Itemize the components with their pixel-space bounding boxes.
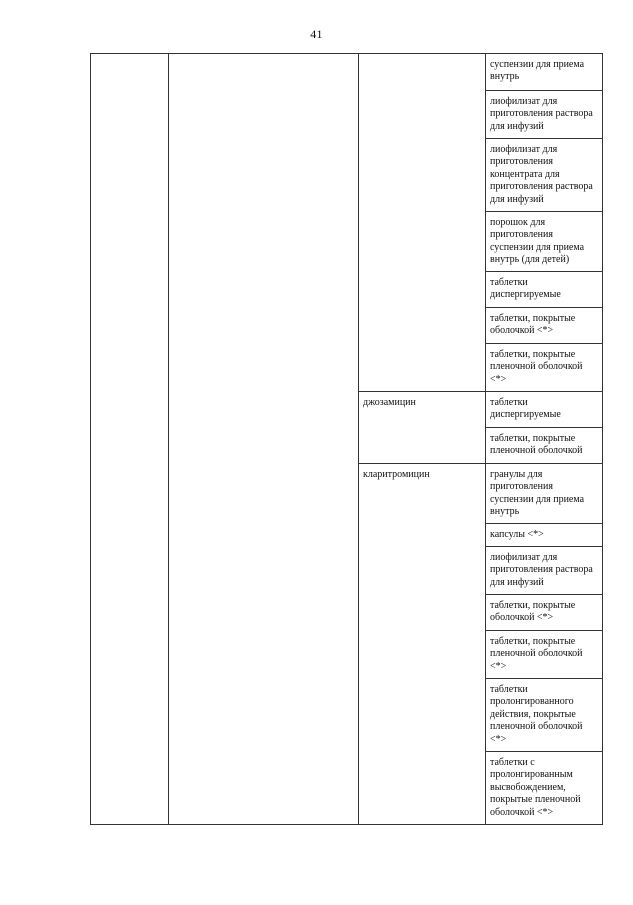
- table-row: [91, 54, 603, 91]
- dosage-form: таблетки диспергируемые: [490, 277, 561, 301]
- dosage-form: капсулы <*>: [490, 529, 544, 540]
- dosage-form-cell: [486, 524, 603, 547]
- dosage-form-cell: [486, 272, 603, 308]
- dosage-form-cell: [486, 631, 603, 679]
- drug-name: джозамицин: [363, 397, 416, 408]
- dosage-form: таблетки, покрытые пленочной оболочкой: [490, 433, 583, 457]
- atc-group-cell: [169, 54, 359, 825]
- atc-code-cell: [91, 54, 169, 825]
- page-number: 41: [310, 27, 323, 41]
- drug-table: [90, 53, 603, 825]
- dosage-form: таблетки, покрытые пленочной оболочкой <*>: [490, 349, 583, 385]
- dosage-form: лиофилизат для приготовления концентрата для приготовления раствора для инфузий: [490, 144, 593, 205]
- dosage-form-cell: [486, 139, 603, 212]
- dosage-form: таблетки, покрытые пленочной оболочкой <*>: [490, 636, 583, 672]
- drug-name: [359, 54, 485, 63]
- dosage-form-cell: [486, 679, 603, 752]
- dosage-form-cell: [486, 392, 603, 428]
- dosage-form-cell: [486, 547, 603, 595]
- drug-name-cell: [359, 464, 486, 825]
- drug-name-cell: [359, 54, 486, 392]
- dosage-form: гранулы для приготовления суспензии для приема внутрь: [490, 469, 585, 518]
- dosage-form: порошок для приготовления суспензии для приема внутрь (для детей): [490, 217, 585, 266]
- dosage-form: лиофилизат для приготовления раствора для инфузий: [490, 552, 593, 588]
- drug-name-cell: [359, 392, 486, 464]
- dosage-form-cell: [486, 344, 603, 392]
- dosage-form-cell: [486, 91, 603, 139]
- drug-name: кларитромицин: [363, 469, 430, 480]
- dosage-form-cell: [486, 464, 603, 524]
- dosage-form: таблетки пролонгированного действия, покрытые пленочной оболочкой <*>: [490, 684, 583, 745]
- dosage-form-cell: [486, 308, 603, 344]
- dosage-form: таблетки диспергируемые: [490, 397, 561, 421]
- dosage-form: суспензии для приема внутрь: [490, 59, 585, 83]
- dosage-form: таблетки, покрытые оболочкой <*>: [490, 600, 576, 624]
- dosage-form-cell: [486, 54, 603, 91]
- dosage-form: таблетки, покрытые оболочкой <*>: [490, 313, 576, 337]
- dosage-form: лиофилизат для приготовления раствора для инфузий: [490, 96, 593, 132]
- dosage-form-cell: [486, 595, 603, 631]
- dosage-form-cell: [486, 752, 603, 825]
- dosage-form-cell: [486, 212, 603, 272]
- dosage-form: таблетки с пролонгированным высвобождением, покрытые пленочной оболочкой <*>: [490, 757, 581, 818]
- dosage-form-cell: [486, 428, 603, 464]
